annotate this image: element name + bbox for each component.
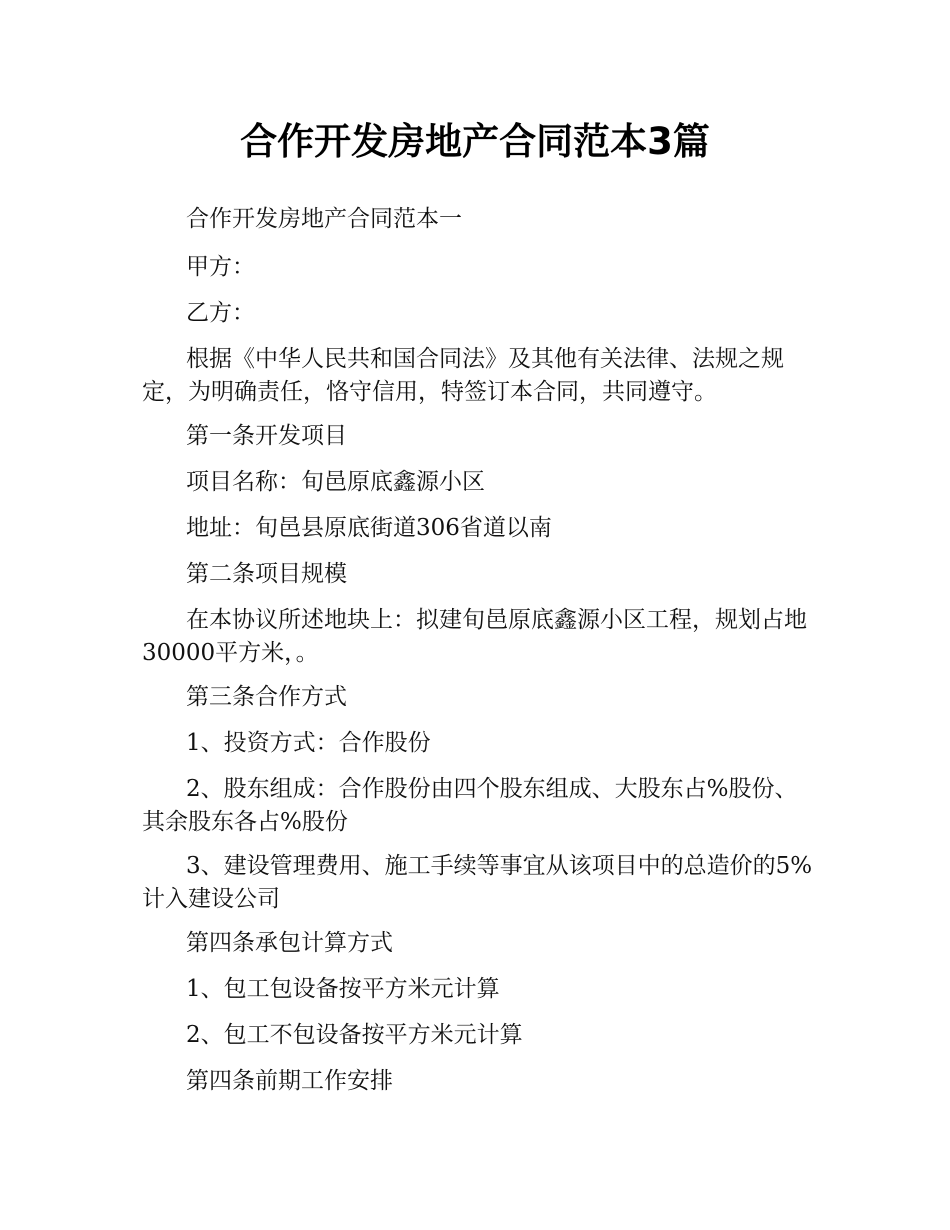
paragraph-contract-heading: 合作开发房地产合同范本一 bbox=[186, 206, 462, 232]
paragraph-article-4-calculation: 第四条承包计算方式 bbox=[186, 930, 393, 956]
paragraph-article-4-preliminary: 第四条前期工作安排 bbox=[186, 1068, 393, 1094]
paragraph-investment-method: 1、投资方式：合作股份 bbox=[186, 730, 431, 756]
paragraph-article-1: 第一条开发项目 bbox=[186, 423, 347, 449]
document-title: 合作开发房地产合同范本3篇 bbox=[240, 120, 710, 163]
paragraph-project-scale: 在本协议所述地块上：拟建旬邑原底鑫源小区工程，规划占地30000平方米，。 bbox=[142, 607, 807, 666]
paragraph-party-b: 乙方： bbox=[186, 300, 255, 326]
paragraph-article-3: 第三条合作方式 bbox=[186, 684, 347, 710]
paragraph-calc-without-equipment: 2、包工不包设备按平方米元计算 bbox=[186, 1022, 523, 1048]
paragraph-shareholders: 2、股东组成：合作股份由四个股东组成、大股东占%股份、其余股东各占%股份 bbox=[142, 776, 798, 835]
paragraph-address: 地址：旬邑县原底街道306省道以南 bbox=[186, 515, 552, 541]
paragraph-management-fee: 3、建设管理费用、施工手续等事宜从该项目中的总造价的5%计入建设公司 bbox=[142, 853, 813, 912]
paragraph-article-2: 第二条项目规模 bbox=[186, 561, 347, 587]
paragraph-calc-with-equipment: 1、包工包设备按平方米元计算 bbox=[186, 976, 500, 1002]
paragraph-party-a: 甲方： bbox=[186, 254, 255, 280]
paragraph-project-name: 项目名称：旬邑原底鑫源小区 bbox=[186, 469, 485, 495]
paragraph-preamble: 根据《中华人民共和国合同法》及其他有关法律、法规之规定，为明确责任，恪守信用，特签订本合同，共同遵守。 bbox=[142, 346, 784, 405]
